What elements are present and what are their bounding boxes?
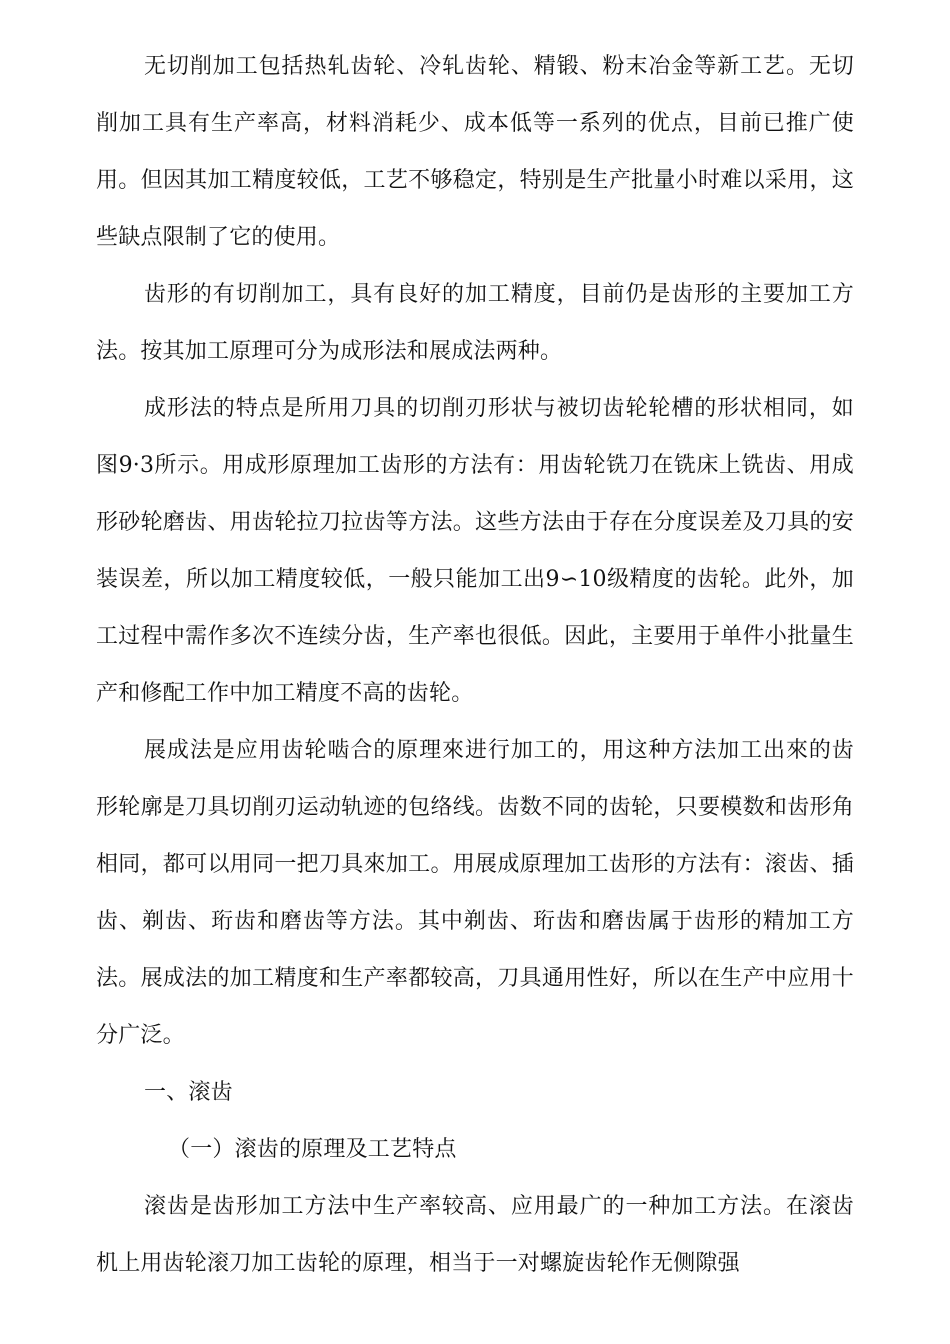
paragraph-generating-method: 展成法是应用齿轮啮合的原理來进行加工的，用这种方法加工出來的齿形轮廓是刀具切削刃运动轨迹的包络线。齿数不同的齿轮，只要模数和齿形角相同，都可以用同一把刀具來加工。用展成原理加工齿形的方法有：滚齿、插齿、剃齿、珩齿和磨齿等方法。其中剃齿、珩齿和磨齿属于齿形的精加工方法。展成法的加工精度和生产率都较高，刀具通用性好，所以在生产中应用十分广泛。: [96, 738, 854, 1048]
paragraph-no-cutting: 无切削加工包括热轧齿轮、冷轧齿轮、精锻、粉末冶金等新工艺。无切削加工具有生产率高，材料消耗少、成本低等一系列的优点，目前已推广使用。但因其加工精度较低，工艺不够稳定，特别是生产批量小时难以采用，这些缺点限制了它的使用。: [96, 54, 854, 250]
subsection-heading: （一）滚齿的原理及工艺特点: [168, 1137, 457, 1162]
paragraph-hobbing: 滚齿是齿形加工方法中生产率较高、应用最广的一种加工方法。在滚齿机上用齿轮滚刀加工齿轮的原理，相当于一对螺旋齿轮作无侧隙强: [96, 1194, 854, 1276]
document-page: [96, 38, 854, 1292]
section-heading: 一、滚齿: [144, 1080, 233, 1105]
paragraph-forming-method: 成形法的特点是所用刀具的切削刃形状与被切齿轮轮槽的形状相同，如图9·3所示。用成形原理加工齿形的方法有：用齿轮铣刀在铣床上铣齿、用成形砂轮磨齿、用齿轮拉刀拉齿等方法。这些方法由于存在分度误差及刀具的安装误差，所以加工精度较低，一般只能加工出9∽10级精度的齿轮。此外，加工过程中需作多次不连续分齿，生产率也很低。因此，主要用于单件小批量生产和修配工作中加工精度不高的齿轮。: [96, 396, 854, 706]
paragraph-cutting-methods: 齿形的有切削加工，具有良好的加工精度，目前仍是齿形的主要加工方法。按其加工原理可分为成形法和展成法两种。: [96, 282, 854, 364]
